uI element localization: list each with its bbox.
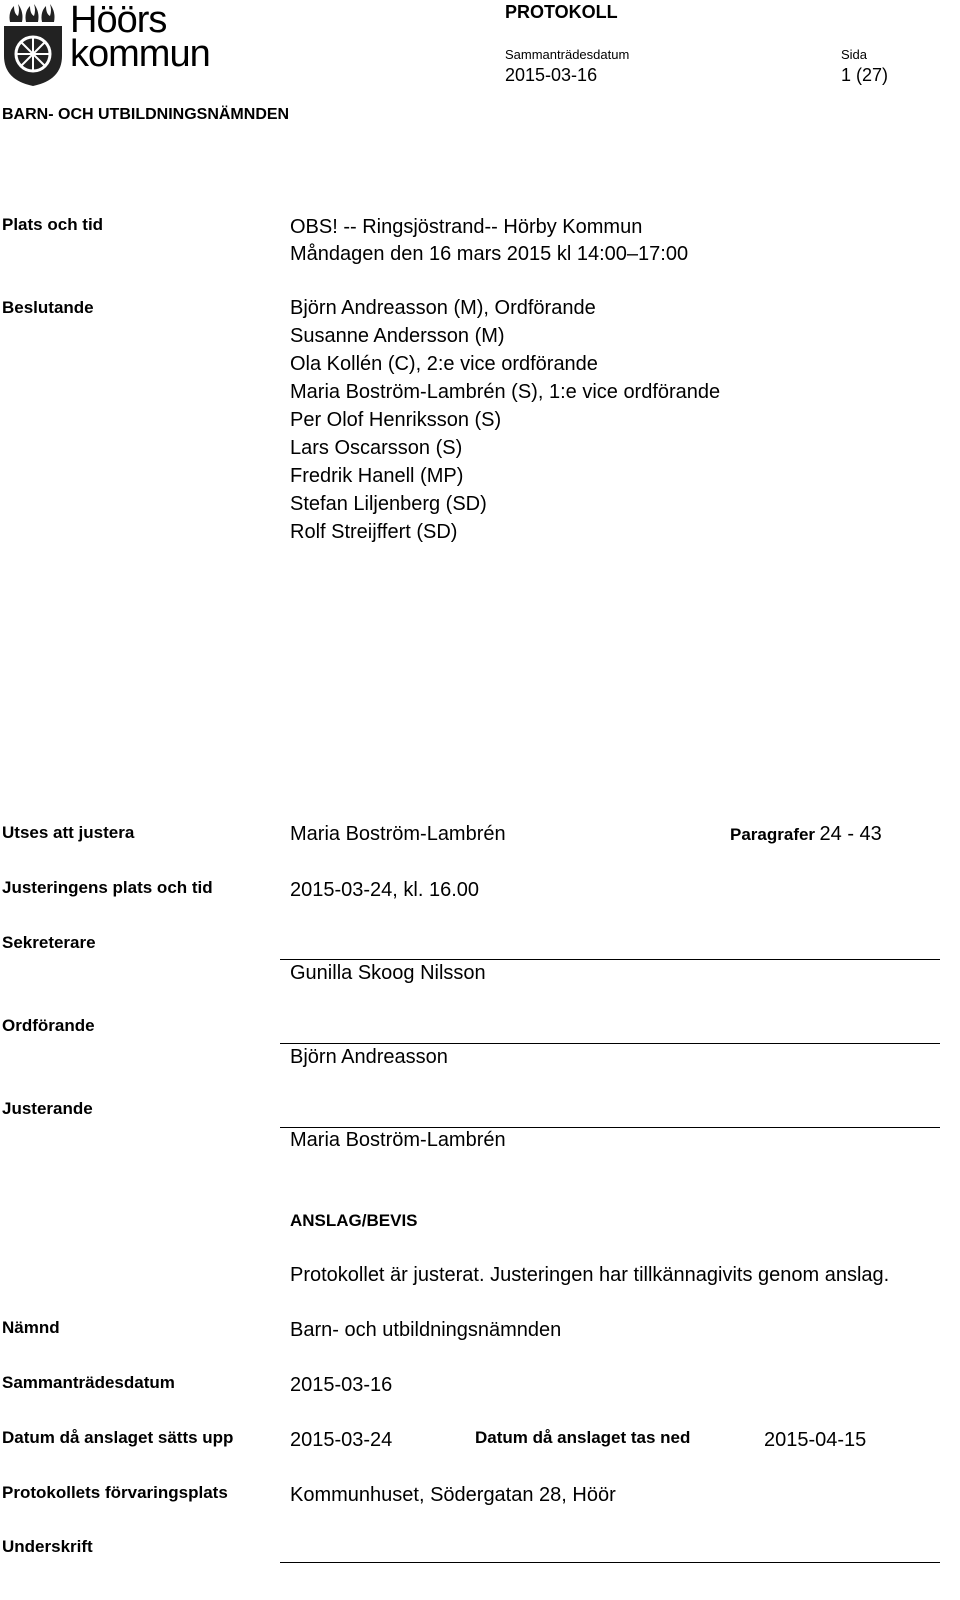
board-value: Barn- och utbildningsnämnden (290, 1319, 562, 1341)
notice-meeting-date-label: Sammanträdesdatum (2, 1373, 175, 1392)
page-number: 1 (27) (841, 65, 889, 85)
board-label: Nämnd (2, 1318, 60, 1337)
member-item: Björn Andreasson (M), Ordförande (290, 297, 596, 319)
member-item: Maria Boström-Lambrén (S), 1:e vice ordförande (290, 381, 721, 403)
logo-text-line1: Höörs (70, 0, 167, 41)
chair-label: Ordförande (2, 1016, 95, 1035)
place-line: OBS! -- Ringsjöstrand-- Hörby Kommun (290, 216, 643, 238)
member-item: Lars Oscarsson (S) (290, 437, 463, 459)
member-item: Susanne Andersson (M) (290, 325, 505, 347)
adjust-place-label: Justeringens plats och tid (2, 878, 213, 897)
place-time-label: Plats och tid (2, 215, 104, 234)
adjust-label: Utses att justera (2, 823, 135, 842)
document-type: PROTOKOLL (505, 2, 618, 22)
member-item: Fredrik Hanell (MP) (290, 465, 464, 487)
posted-date-value: 2015-03-24 (290, 1429, 393, 1451)
member-item: Per Olof Henriksson (S) (290, 409, 502, 431)
adjuster-label: Justerande (2, 1099, 93, 1118)
removed-date-value: 2015-04-15 (764, 1429, 867, 1451)
notice-heading: ANSLAG/BEVIS (290, 1211, 418, 1230)
secretary-label: Sekreterare (2, 933, 96, 952)
member-item: Stefan Liljenberg (SD) (290, 493, 487, 515)
time-line: Måndagen den 16 mars 2015 kl 14:00–17:00 (290, 243, 689, 265)
adjust-place-value: 2015-03-24, kl. 16.00 (290, 879, 480, 901)
paragraphs-label: Paragrafer (730, 825, 816, 844)
meeting-date: 2015-03-16 (505, 65, 598, 85)
removed-date-label: Datum då anslaget tas ned (475, 1428, 691, 1447)
logo-text-line2: kommun (70, 33, 210, 75)
chair-name: Björn Andreasson (290, 1046, 448, 1068)
notice-text: Protokollet är justerat. Justeringen har tillkännagivits genom anslag. (290, 1264, 890, 1286)
adjust-value: Maria Boström-Lambrén (290, 823, 506, 845)
adjuster-name: Maria Boström-Lambrén (290, 1129, 506, 1151)
coat-of-arms-icon (2, 4, 64, 88)
notice-meeting-date-value: 2015-03-16 (290, 1374, 393, 1396)
posted-date-label: Datum då anslaget sätts upp (2, 1428, 234, 1447)
storage-value: Kommunhuset, Södergatan 28, Höör (290, 1484, 616, 1506)
paragraphs-value: 24 - 43 (819, 823, 882, 845)
secretary-signature-line (280, 959, 940, 960)
deciding-members-list (290, 294, 720, 546)
deciding-label: Beslutande (2, 298, 94, 317)
secretary-name: Gunilla Skoog Nilsson (290, 962, 486, 984)
signature-label: Underskrift (2, 1537, 93, 1556)
chair-signature-line (280, 1043, 940, 1044)
notice-signature-line (280, 1562, 940, 1563)
meeting-date-label: Sammanträdesdatum (505, 47, 630, 62)
member-item: Rolf Streijffert (SD) (290, 521, 458, 543)
member-item: Ola Kollén (C), 2:e vice ordförande (290, 353, 598, 375)
adjuster-signature-line (280, 1127, 940, 1128)
committee-name: BARN- OCH UTBILDNINGSNÄMNDEN (2, 106, 290, 123)
municipality-logo (2, 0, 212, 90)
paragraphs (730, 823, 882, 846)
storage-label: Protokollets förvaringsplats (2, 1483, 228, 1502)
page-label: Sida (841, 47, 868, 62)
